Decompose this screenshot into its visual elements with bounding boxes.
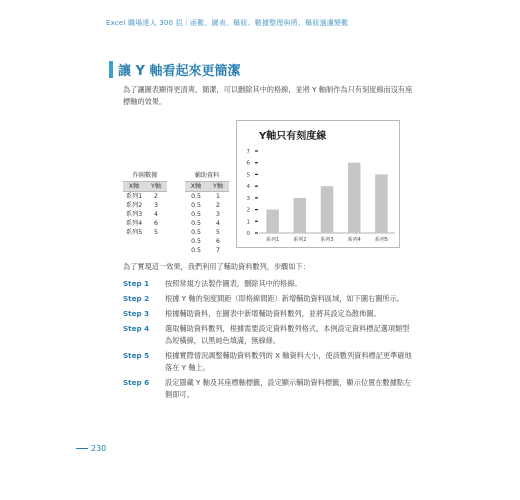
y-tick-label: 4 [246,184,250,191]
y-tick-label: 6 [246,160,250,167]
y-tick-label: 7 [246,149,250,155]
table-header-cell: X軸 [190,183,202,190]
chart-frame [236,120,400,248]
steps-intro: 為了實現這一效果，我們利用了輔助資料數列，步驟如下： [123,262,310,271]
step-text: 根據實際情況調整輔助資料數列的 X 軸資料大小，使該數列資料標記更準確地落在 Y 軸上。 [165,351,412,372]
x-tick-label: 系列1 [266,237,280,243]
table-header-row [185,181,229,192]
bar [321,186,334,233]
intro-paragraph: 為了讓圖表顯得更清爽、簡潔，可以刪除其中的格線，並將 Y 軸制作為只有刻度線而沒有座標軸的效果。 [123,85,413,106]
chart-title: Y軸只有刻度線 [259,131,327,142]
bar-chart [237,121,401,249]
y-tick-label: 2 [246,207,250,214]
table-row [123,228,167,237]
step-label: Step 4 [123,324,150,333]
bar [348,163,361,233]
table-cell: 6 [216,238,220,245]
y-tick-label: 3 [246,195,250,202]
bar [266,210,279,233]
table-header-cell: Y軸 [151,183,161,190]
step-text: 設定隱藏 Y 軸及其座標軸標籤，設定顯示輔助資料標籤，顯示位置在數據點左側即可。 [165,378,412,399]
header-text: Excel 職場達人 300 招｜函數、圖表、樞紐、數據整理與將、樞紐過濾變數 [106,19,349,27]
section-heading [109,59,240,79]
section-marker [109,61,113,78]
running-header [106,10,406,27]
table-row [185,192,229,201]
table-body [185,192,229,255]
table-row [185,210,229,219]
step-text: 按照常規方法製作圖表，刪除其中的格線。 [165,279,302,288]
table-cell: 0.5 [191,247,201,254]
step-text: 根據 Y 軸的刻度間距（即格線間距）新增輔助資料區域，如下圖右圖所示。 [165,294,404,303]
table-row [185,219,229,228]
step-label: Step 3 [123,309,150,318]
bar [294,198,307,233]
step-item [123,323,413,347]
table-body [123,192,167,237]
y-tick-label: 5 [246,172,250,179]
table-row [185,237,229,246]
table-header-row [123,181,167,192]
table-caption: 作圖數據 [132,172,158,179]
footer-rule [76,448,88,449]
data-table [123,170,167,237]
table-cell: 系列4 [125,220,143,227]
step-item [123,350,413,374]
step-item [123,377,413,401]
table-header-cell: X軸 [128,183,140,190]
page-number: 230 [91,444,107,453]
table-cell: 4 [154,211,158,218]
step-text: 選取輔助資料數列，根據需要設定資料數列格式，本例設定資料標記選項類型為短橫線，以黑純色填滿，無線條。 [165,324,410,345]
table-cell: 7 [216,247,220,254]
table-cell: 0.5 [191,220,201,227]
helper-data-table [185,170,229,255]
x-tick-label: 系列3 [320,237,334,243]
x-tick-label: 系列2 [293,237,307,243]
table-cell: 1 [216,193,220,200]
y-tick-label: 1 [246,219,250,226]
bar [375,174,388,233]
table-row [123,201,167,210]
table-row [123,210,167,219]
steps-list [123,278,413,404]
table-cell: 5 [216,229,220,236]
table-cell: 0.5 [191,229,201,236]
table-cell: 2 [154,193,158,200]
table-cell: 系列2 [125,202,143,209]
table-row [185,228,229,237]
x-tick-label: 系列5 [374,237,388,243]
table-cell: 5 [154,229,158,236]
table-cell: 3 [216,211,220,218]
table-cell: 6 [154,220,158,227]
table-cell: 0.5 [191,238,201,245]
table-cell: 系列3 [125,211,143,218]
x-tick-label: 系列4 [347,237,361,243]
step-label: Step 6 [123,378,150,387]
table-row [123,192,167,201]
step-item [123,293,413,305]
table-row [185,201,229,210]
step-label: Step 2 [123,294,150,303]
y-tick-label: 0 [246,231,250,237]
step-item [123,308,413,320]
table-row [185,246,229,255]
table-cell: 2 [216,202,220,209]
table-cell: 4 [216,220,220,227]
section-title: 讓 Y 軸看起來更簡潔 [118,63,241,79]
page-footer [76,444,106,453]
step-item [123,278,413,290]
table-cell: 系列1 [125,193,143,200]
table-cell: 3 [154,202,158,209]
table-cell: 0.5 [191,202,201,209]
step-label: Step 1 [123,279,150,288]
table-cell: 0.5 [191,211,201,218]
step-text: 根據輔助資料，在圖表中新增輔助資料數列，並將其設定為散佈圖。 [165,309,381,318]
table-row [123,219,167,228]
step-label: Step 5 [123,351,150,360]
table-cell: 系列5 [125,229,143,236]
table-cell: 0.5 [191,193,201,200]
table-caption: 輔助資料 [194,172,220,179]
table-header-cell: Y軸 [213,183,223,190]
